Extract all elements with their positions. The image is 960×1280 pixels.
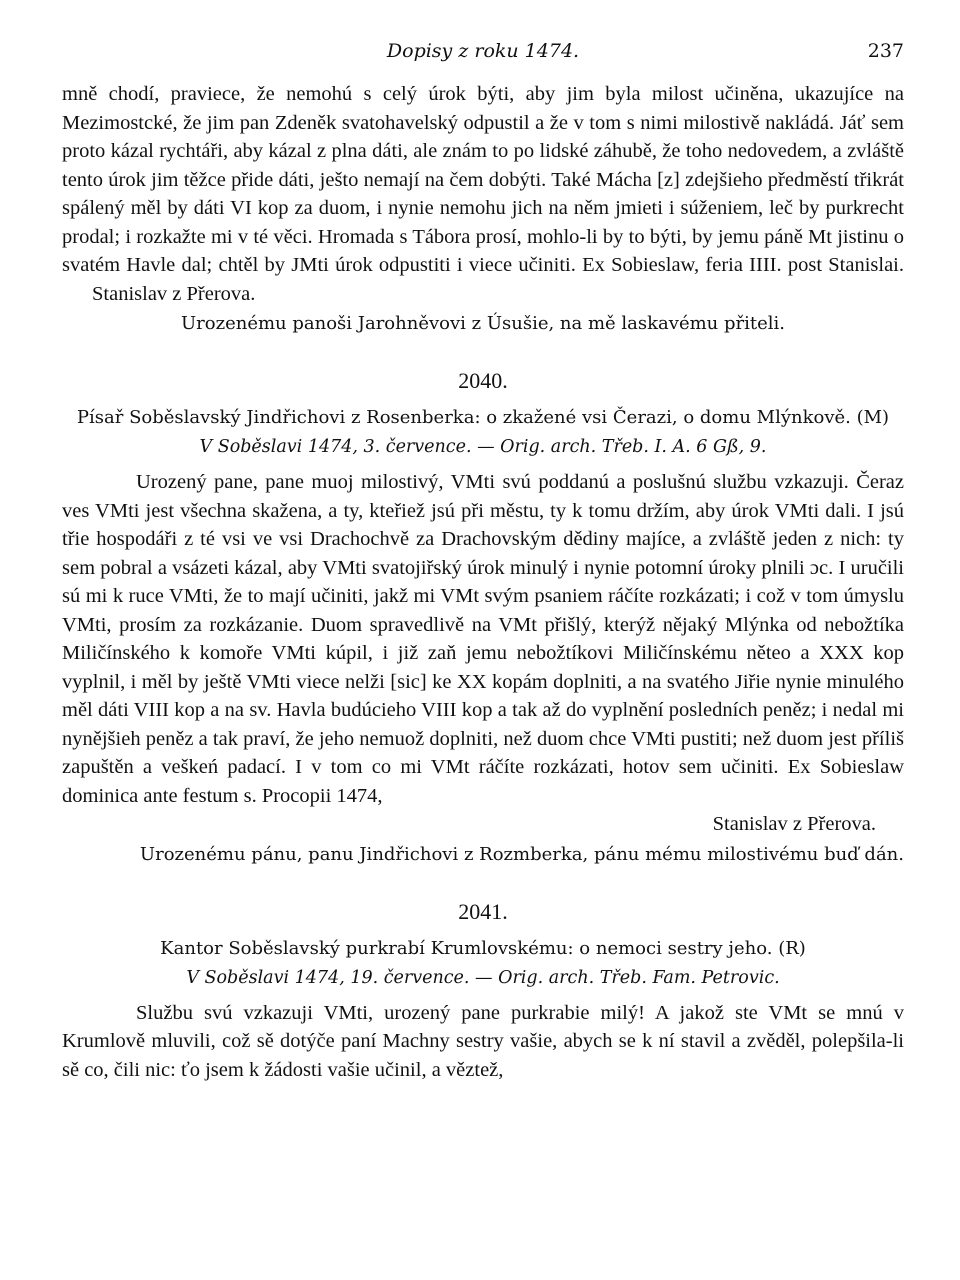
letter-number-2041: 2041. <box>458 898 508 924</box>
letter-dateline-2040: V Soběslavi 1474, 3. července. — Orig. arch. Třeb. I. A. 6 Gß, 9. <box>199 437 767 457</box>
letter-summary-2040: Písař Soběslavský Jindřichovi z Rosenberka: o zkažené vsi Čerazi, o domu Mlýnkově. (M) <box>76 407 890 428</box>
running-head <box>62 40 904 80</box>
letter-body-2041: Službu svú vzkazuji VMti, urozený pane purkrabie milý! A jakož ste VMt se mnú v Krumlově mluvili, což sě dotýče paní Machny sestry vašie, abych se k ní stavil a zvěděl, polepšila-li sě co, čili nic: ťo jsem k žádosti vašie učinil, a věztež, <box>62 1001 904 1081</box>
intro-signature: Stanislav z Přerova. <box>92 282 256 305</box>
letter-signature-2040: Stanislav z Přerova. <box>712 813 876 835</box>
running-title: Dopisy z roku 1474. <box>386 40 580 62</box>
book-page <box>62 40 904 1084</box>
letter-dateline-2041: V Soběslavi 1474, 19. července. — Orig. arch. Třeb. Fam. Petrovic. <box>186 967 780 988</box>
letter-summary-2041: Kantor Soběslavský purkrabí Krumlovskému: o nemoci sestry jeho. (R) <box>160 937 806 959</box>
letter-body-2040: Urozený pane, pane muoj milostivý, VMti svú poddanú a poslušnú službu vzkazuji. Čeraz ves VMti jest všechna skažena, a ty, kteřiež jsú při městu, ty k tomu držím, aby úrok VMti dali. I jsú třie hospodáři z té vsi ve vsi Drachochvě za Drachovským dědiny majíce, a zvláště jeden z nich: ty sem pobral a vsázeti kázal, aby VMti svatojiřský úrok minulý i nynie potomní úroky plnili ɔc. I uručili sú mi k ruce VMti, že to mají učiniti, jakž mi VMt svým psaniem ráčíte rozkázati; i což v tom úmyslu VMti, prosím za rozkázanie. Duom spravedlivě na VMt přišlý, kterýž nějaký Mlýnka od nebožtíka Miličínského k komoře VMti kúpil, i již zaň jemu nebožtíkovi Miličínskému něteo a XXX kop vyplnil, i měl by ještě VMti viece nelži [sic] ke XX kopám doplniti, a na svatého Jiřie nynie minulého měl dáti VIII kop a na sv. Havla budúcieho VIII kop a tak až do vyplnění posledních peněz; i nedal mi nynějšieh peněz a tak praví, že jeho nemuož doplniti, než duom chce VMti pustiti; než duom jest příliš zapuštěn a veškeń padací. I v tom co mi VMt ráčíte rozkázati, hotov sem učiniti. Ex Sobieslaw dominica ante festum s. Procopii 1474, <box>62 471 904 807</box>
intro-text: mně chodí, praviece, že nemohú s celý úrok býti, aby jim byla milost učiněna, ukazujíce na Mezimostcké, že jim pan Zdeněk svatohavelský odpustil a že v tom s nimi milostivě nakládá. Jáť sem proto kázal rychtáři, aby kázal z plna dáti, ale znám to po lidské záhubě, že toho nedovedem, a zvláště tento úrok jim těžce přide dáti, ješto nemají na čem dobýti. Také Mácha [z] zdejšieho předměstí třikrát spálený měl by dáti VI kop za duom, i nynie nemohu jich na něm jmieti i súženiem, leč by purkrecht prodal; i rozkažte mi v té věci. Hromada s Tábora prosí, mohlo-li by to býti, by jemu páně Mt jistinu o svatém Havle dal; chtěl by JMti úrok odpustiti i viece učiniti. Ex Sobieslaw, feria IIII. post Stanislai. <box>62 83 904 276</box>
intro-address: Urozenému panoši Jarohněvovi z Úsušie, na mě laskavému přiteli. <box>180 313 785 334</box>
letter-address-2040: Urozenému pánu, panu Jindřichovi z Rozmberka, pánu mému milostivému buď dán. <box>139 843 904 865</box>
letter-number-2040: 2040. <box>458 368 508 393</box>
page-number: 237 <box>867 40 904 62</box>
intro-paragraph <box>62 80 904 308</box>
